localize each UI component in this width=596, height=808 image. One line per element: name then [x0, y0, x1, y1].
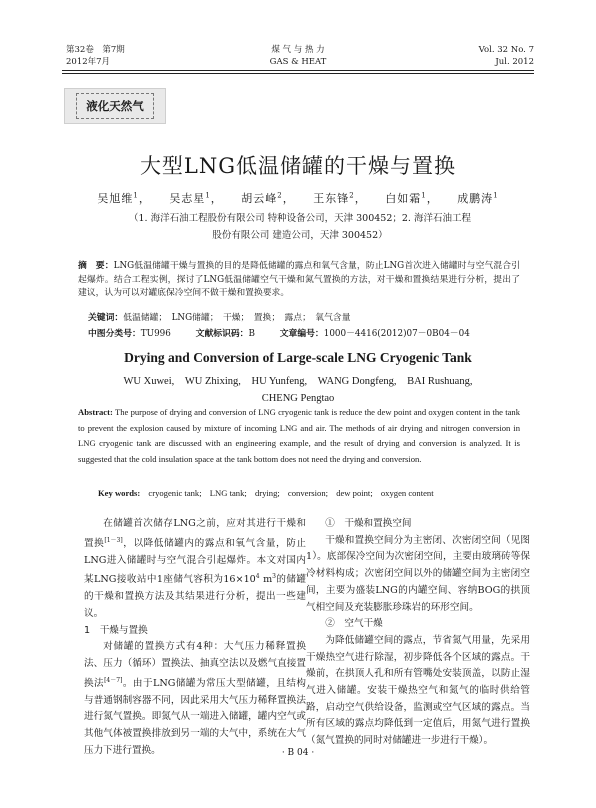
abstract-en-label: Abstract:	[78, 407, 113, 417]
subsection-heading: ② 空气干燥	[325, 618, 383, 630]
author: 吴志星$^1$，	[169, 191, 223, 205]
body-column-right	[306, 516, 530, 750]
body-column-left	[84, 516, 306, 759]
abstract-label: 摘 要：	[78, 261, 114, 271]
author: 王东锋$^2$，	[313, 191, 367, 205]
journal-name-en: GAS & HEAT	[269, 57, 327, 67]
journal-date-en: Jul. 2012	[495, 57, 534, 67]
keywords-en-label: Key words:	[98, 488, 141, 498]
body-paragraph: 干燥和置换空间分为主密闭、次密闭空间（见图1）。底部保冷空间为次密闭空间，主要由玻璃砖等保冷材料构成；次密闭空间以外的储罐空间为主密闭空间，主要为盛装LNG的内罐空间、容纳BOG的拱顶气相空间及充装膨胀珍珠岩的环形空间。	[306, 534, 530, 613]
document-code: B	[248, 329, 255, 339]
author: 成鹏涛$^1$	[457, 191, 499, 205]
header-rule-thick	[62, 70, 534, 71]
clc-number: TU996	[140, 329, 171, 339]
subsection-heading: ① 干燥和置换空间	[325, 518, 412, 529]
english-authors: WU Xuwei, WU Zhixing, HU Yunfeng, WANG Dongfeng, BAI Rushuang, CHENG Pengtao	[123, 376, 473, 404]
running-header-right	[479, 44, 534, 68]
classification-line: 中图分类号：TU996 文献标识码：B 文章编号：1000－4416(2012)07－0B04－04	[88, 329, 470, 339]
abstract-text: LNG低温储罐干燥与置换的目的是降低储罐的露点和氧气含量，防止LNG首次进入储罐时与空气混合引起爆炸。结合工程实例，探讨了LNG低温储罐空气干燥和氮气置换的方法，对干燥和置换结果进行分析，提出了建议，认为可以对罐底保冷空间不做干燥和置换要求。	[78, 261, 520, 298]
keywords-cn	[88, 310, 351, 323]
paper-title: 大型LNG低温储罐的干燥与置换	[139, 154, 457, 178]
abstract-cn	[78, 260, 520, 301]
article-number: 1000－4416(2012)07－0B04－04	[323, 329, 470, 339]
body-paragraph: 对储罐的置换方式有4种：大气压力稀释置换法、压力（循环）置换法、抽真空法以及燃气直接置换法[4－7]。由于LNG储罐为常压大型储罐，且结构与普通钢制容器不同，因此采用大气压力稀释置换法进行氮气置换。即氮气从一端进入储罐，罐内空气或其他气体被置换排放到另一端的大气中，系统在大气压力下进行置换。	[84, 641, 306, 756]
affiliation: （1. 海洋石油工程股份有限公司 特种设备公司，天津 300452；2. 海洋石油工程 股份有限公司 建造公司，天津 300452）	[129, 213, 471, 241]
abstract-en-text: The purpose of drying and conversion of LNG cryogenic tank is reduce the dew point and oxygen content in the tank to prevent the explosion caused by mixture of incoming LNG and air. The methods of air drying and nitrogen conversion in LNG cryogenic tank are discussed with an engineering example, and the result of drying and conversion is analyzed. It is suggested that the cold insulation space at the tank bottom does not need the drying and conversion.	[78, 407, 520, 464]
keywords-en: Key words: cryogenic tank; LNG tank; drying; conversion; dew point; oxygen content	[98, 488, 434, 498]
section-heading: 1 干燥与置换	[84, 624, 148, 636]
header-rule-thin	[62, 73, 534, 74]
journal-volume-en: Vol. 32 No. 7	[478, 45, 534, 55]
keywords-text: 低温储罐； LNG储罐； 干燥； 置换； 露点； 氧气含量	[123, 313, 351, 323]
journal-volume: 第32卷 第7期	[66, 45, 125, 55]
author: 白如霜$^1$，	[385, 191, 439, 205]
section-badge-label: 液化天然气	[76, 93, 154, 119]
journal-name-cn: 煤 气 与 热 力	[271, 45, 325, 55]
page-number: · B 04 ·	[281, 748, 315, 758]
keywords-label: 关键词：	[88, 313, 124, 323]
author: 胡云峰$^2$，	[241, 191, 295, 205]
intro-paragraph: 在储罐首次储存LNG之前，应对其进行干燥和置换[1－3]，以降低储罐内的露点和氧气含量，防止LNG进入储罐时与空气混合引起爆炸。本文对国内某LNG接收站中1座储气容积为$16\times 10^4$ $m^3$的储罐的干燥和置换方法及其结果进行分析，提出一些建议。	[84, 518, 307, 619]
abstract-en	[78, 405, 520, 467]
english-title: Drying and Conversion of Large-scale LNG Cryogenic Tank	[124, 350, 472, 365]
body-paragraph: 为降低储罐空间的露点，节省氮气用量，先采用干燥热空气进行除湿，初步降低各个区域的露点。干燥前，在拱顶人孔和所有管嘴处安装顶盖，以防止湿气进入储罐。安装干燥热空气和氮气的临时供给管路，启动空气供给设备，监测或空气区域的露点。当所有区域的露点均降低到一定值后，用氮气进行置换（氮气置换的同时对储罐进一步进行干燥）。	[306, 634, 530, 747]
section-badge	[64, 88, 166, 124]
journal-date: 2012年7月	[66, 57, 111, 67]
author-list	[0, 190, 596, 206]
author: 吴旭维$^1$，	[97, 191, 151, 205]
